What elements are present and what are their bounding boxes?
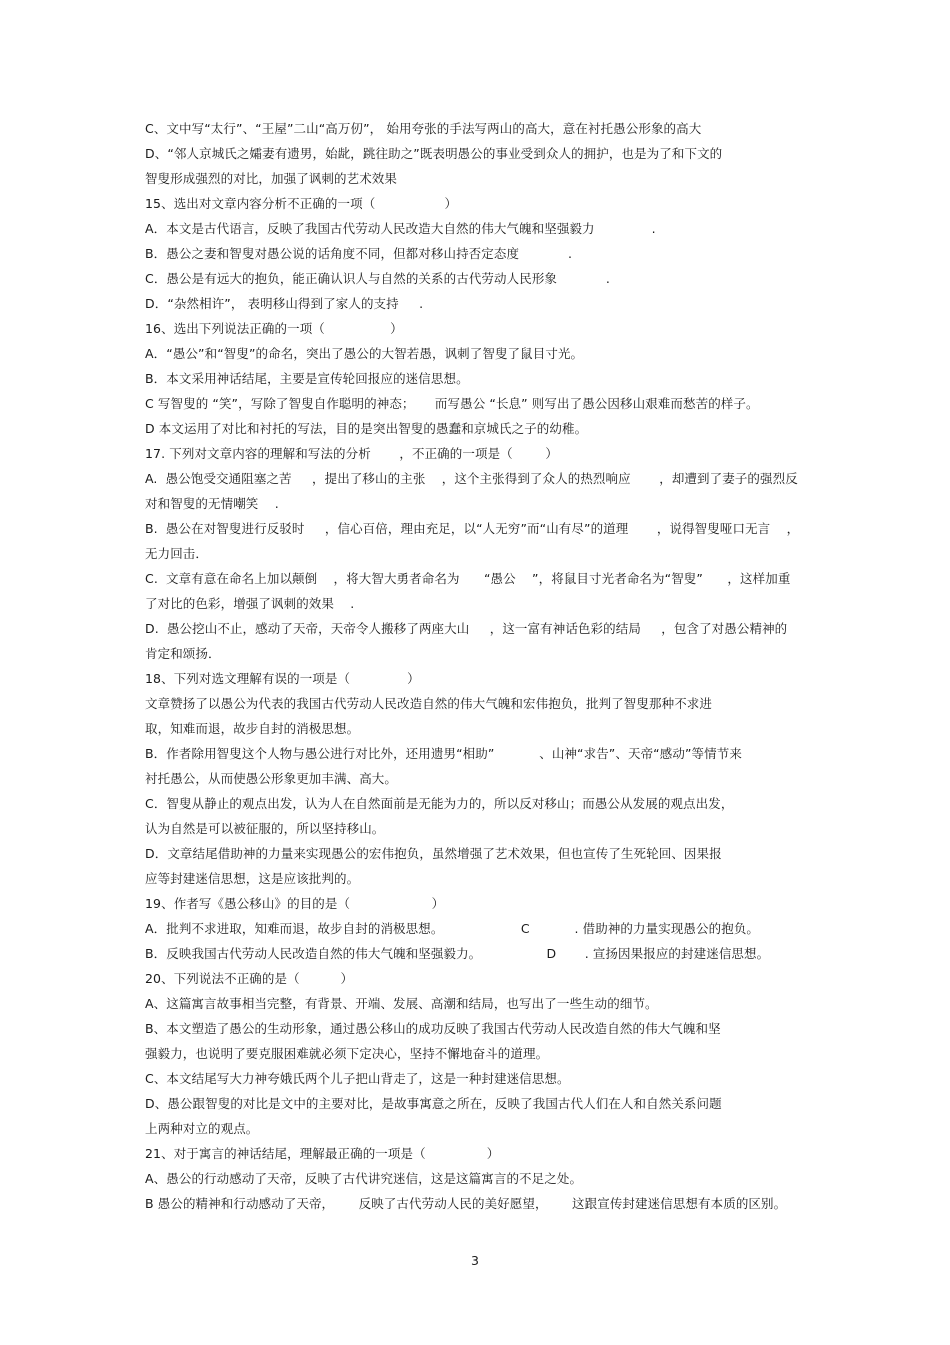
option-line: A、愚公的行动感动了天帝，反映了古代讲究迷信，这是这篇寓言的不足之处。 [145, 1171, 583, 1186]
text-line: C、文中写“太行”、“王屋”二山“高万仞”， 始用夸张的手法写两山的高大，意在衬托愚公形象的高大 [145, 121, 702, 136]
option-line: 无力回击． [145, 546, 209, 561]
option-line: C．智叟从静止的观点出发，认为人在自然面前是无能为力的，所以反对移山；而愚公从发展的观点出发， [145, 796, 734, 811]
option-line: 上两种对立的观点。 [145, 1121, 259, 1136]
option-line: 肯定和颂扬． [145, 646, 221, 661]
option-line: 了对比的色彩，增强了讽刺的效果 . [145, 596, 355, 611]
option-line: B．本文采用神话结尾，主要是宣传轮回报应的迷信思想。 [145, 371, 469, 386]
option-line: D．“杂然相许”， 表明移山得到了家人的支持 . [145, 296, 424, 311]
option-line: B、本文塑造了愚公的生动形象，通过愚公移山的成功反映了我国古代劳动人民改造自然的伟大气魄和坚 [145, 1021, 721, 1036]
option-line: D、愚公跟智叟的对比是文中的主要对比，是故事寓意之所在，反映了我国古代人们在人和自然关系问题 [145, 1096, 722, 1111]
option-line: B．反映我国古代劳动人民改造自然的伟大气魄和坚强毅力。 D . 宣扬因果报应的封建迷信思想。 [145, 946, 770, 961]
page-number: 3 [471, 1253, 479, 1268]
question-17-title: 17. 下列对文章内容的理解和写法的分析 ，不正确的一项是（ ） [145, 446, 558, 461]
option-line: 文章赞扬了以愚公为代表的我国古代劳动人民改造自然的伟大气魄和宏伟抱负，批判了智叟那种不求进 [145, 696, 713, 711]
option-line: B．愚公之妻和智叟对愚公说的话角度不同，但都对移山持否定态度 . [145, 246, 573, 261]
question-18-title: 18、下列对选文理解有误的一项是（ ） [145, 671, 420, 686]
option-line: 认为自然是可以被征服的，所以坚持移山。 [145, 821, 385, 836]
option-line: D. 愚公挖山不止，感动了天帝，天帝令人搬移了两座大山 ，这一富有神话色彩的结局 ，包含了对愚公精神的 [145, 621, 788, 636]
option-line: A. 愚公饱受交通阻塞之苦 ，提出了移山的主张 ，这个主张得到了众人的热烈响应 ，却遭到了妻子的强烈反 [145, 471, 798, 486]
option-line: C. 文章有意在命名上加以颠倒 ，将大智大勇者命名为 “愚公 ”，将鼠目寸光者命名为“智叟” ，这样加重 [145, 571, 791, 586]
option-line: C．愚公是有远大的抱负，能正确认识人与自然的关系的古代劳动人民形象 . [145, 271, 610, 286]
option-line: 应等封建迷信思想，这是应该批判的。 [145, 871, 360, 886]
question-15-title: 15、选出对文章内容分析不正确的一项（ ） [145, 196, 458, 211]
option-line: C、本文结尾写大力神夸娥氏两个儿子把山背走了，这是一种封建迷信思想。 [145, 1071, 570, 1086]
text-line: D、“邻人京城氏之孀妻有遗男，始龀，跳往助之”既表明愚公的事业受到众人的拥护，也是为了和下文的 [145, 146, 723, 161]
option-line: D．文章结尾借助神的力量来实现愚公的宏伟抱负，虽然增强了艺术效果，但也宣传了生死轮回、因果报 [145, 846, 722, 861]
question-16-title: 16、选出下列说法正确的一项（ ） [145, 321, 403, 336]
option-line: D 本文运用了对比和衬托的写法，目的是突出智叟的愚蠢和京城氏之子的幼稚。 [145, 421, 588, 436]
option-line: A、这篇寓言故事相当完整，有背景、开端、发展、高潮和结局，也写出了一些生动的细节。 [145, 996, 658, 1011]
option-line: C 写智叟的 “笑”，写除了智叟自作聪明的神态； 而写愚公 “长息” 则写出了愚公因移山艰难而愁苦的样子。 [145, 396, 759, 411]
option-line: A．批判不求进取，知难而退，故步自封的消极思想。 C . 借助神的力量实现愚公的抱负。 [145, 921, 760, 936]
option-line: 对和智叟的无情嘲笑 . [145, 496, 279, 511]
option-line: A．“愚公”和“智叟”的命名，突出了愚公的大智若愚，讽刺了智叟了鼠目寸光。 [145, 346, 584, 361]
option-line: B. 愚公在对智叟进行反驳时 ，信心百倍，理由充足，以“人无穷”而“山有尽”的道理 ，说得智叟哑口无言 ， [145, 521, 800, 536]
question-19-title: 19、作者写《愚公移山》的目的是（ ） [145, 896, 445, 911]
question-20-title: 20、下列说法不正确的是（ ） [145, 971, 354, 986]
question-21-title: 21、对于寓言的神话结尾，理解最正确的一项是（ ） [145, 1146, 500, 1161]
option-line: 取，知难而退，故步自封的消极思想。 [145, 721, 360, 736]
option-line: 强毅力，也说明了要克服困难就必须下定决心，坚持不懈地奋斗的道理。 [145, 1046, 549, 1061]
option-line: 衬托愚公，从而使愚公形象更加丰满、高大。 [145, 771, 398, 786]
option-line: A．本文是古代语言，反映了我国古代劳动人民改造大自然的伟大气魄和坚强毅力 . [145, 221, 656, 236]
option-line: B 愚公的精神和行动感动了天帝， 反映了古代劳动人民的美好愿望， 这跟宣传封建迷信思想有本质的区别。 [145, 1196, 787, 1211]
option-line: B．作者除用智叟这个人物与愚公进行对比外，还用遗男“相助” 、山神“求告”、天帝“感动”等情节来 [145, 746, 742, 761]
text-line: 智叟形成强烈的对比，加强了讽刺的艺术效果 [145, 171, 398, 186]
